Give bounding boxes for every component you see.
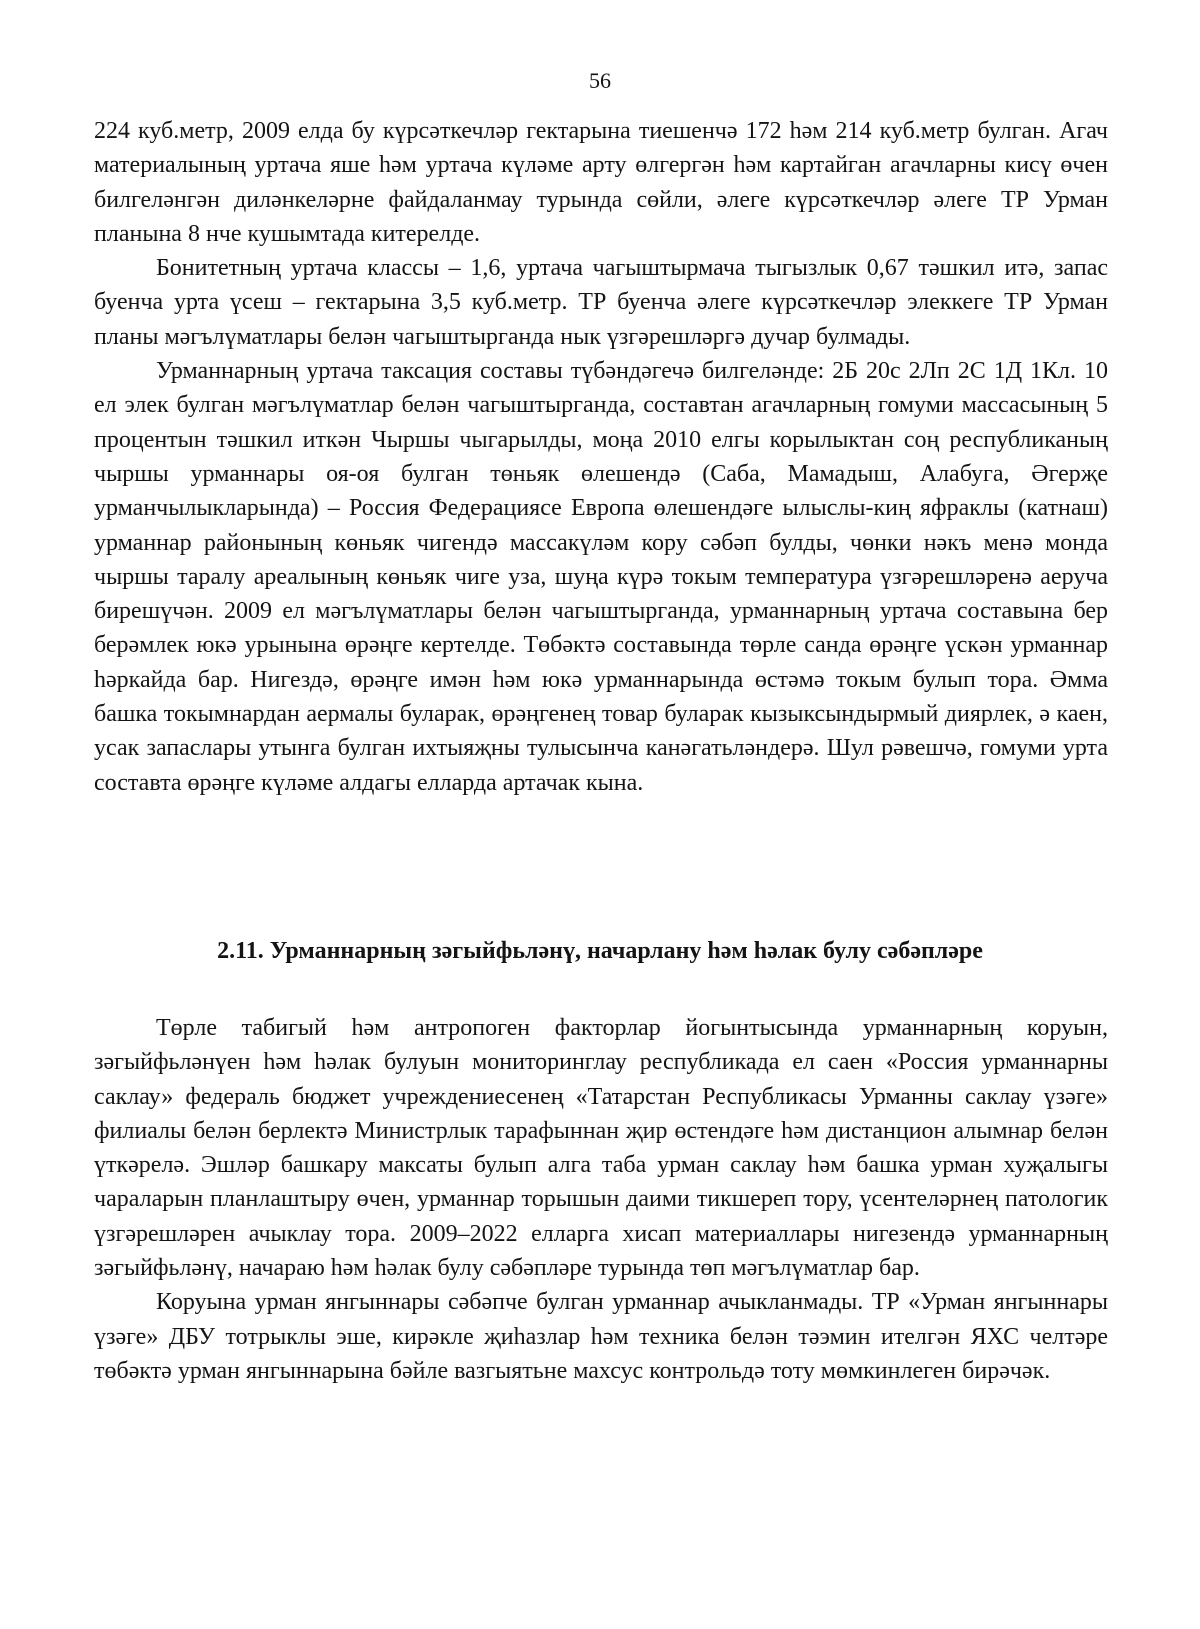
paragraph-forest-fires: Коруына урман янгыннары сәбәпче булган урманнар ачыкланмады. ТР «Урман янгыннары үзәге» ДБУ тотрыклы эше, кирәкле җиһазлар һәм техника белән тәэмин ителгән ЯХС челтәре төбәктә урман янгыннарына бәйле вазгыятьне махсус контрольдә тоту мөмкинлеген бирәчәк. <box>94 1289 1108 1384</box>
paragraph-taxation-composition: Урманнарның уртача таксация составы түбәндәгечә билгеләнде: 2Б 20с 2Лп 2С 1Д 1Кл. 10 ел элек булган мәгълүматлар белән чагыштырганда, составтан агачларның гомуми массасының 5 процентын тәшкил иткән Чыршы чыгарылды, моңа 2010 елгы корылыктан соң республиканың чыршы урманнары оя-оя булган төньяк өлешендә (Саба, Мамадыш, Алабуга, Әгерҗе урманчылыкларында) – Россия Федерациясе Европа өлешендәге ылыслы-киң яфраклы (катнаш) урманнар районының көньяк чигендә массакүләм кору сәбәп булды, чөнки нәкъ менә монда чыршы таралу ареалының көньяк чиге уза, шуңа күрә токым температура үзгәрешләренә аеруча бирешүчән. 2009 ел мәгълүматлары белән чагыштырганда, урманнарның уртача составына бер берәмлек юкә урынына өрәңге кертелде. Төбәктә составында төрле санда өрәңге үскән урманнар һәркайда бар. Нигездә, өрәңге имән һәм юкә урманнарында өстәмә токым булып тора. Әмма башка токымнардан аермалы буларак, өрәңгенең товар буларак кызыксындырмый диярлек, ә каен, усак запаслары утынга булган ихтыяҗны тулысынча канәгатьләндерә. Шул рәвешчә, гомуми урта составта өрәңге күләме алдагы елларда артачак кына. <box>94 358 1108 796</box>
section-heading: 2.11. Урманнарның зәгыйфьләнү, начарлану һәм һәлак булу сәбәпләре <box>217 938 983 964</box>
paragraph-monitoring: Төрле табигый һәм антропоген факторлар йогынтысында урманнарның коруын, зәгыйфьләнүен һәм һәлак булуын мониторинглау республикада ел саен «Россия урманнарны саклау» федераль бюджет учреждениесенең «Татарстан Республикасы Урманны саклау үзәге» филиалы белән берлектә Министрлык тарафыннан җир өстендәге һәм дистанцион алымнар белән үткәрелә. Эшләр башкару максаты булып алга таба урман саклау һәм башка урман хуҗалыгы чараларын планлаштыру өчен, урманнар торышын даими тикшереп тору, үсентеләрнең патологик үзгәрешләрен ачыклау тора. 2009–2022 елларга хисап материаллары нигезендә урманнарның зәгыйфьләнү, начараю һәм һәлак булу сәбәпләре турында төп мәгълүматлар бар. <box>94 1015 1108 1282</box>
body-text-block-2 <box>94 1011 1108 1388</box>
body-text-block-1 <box>94 114 1108 800</box>
paragraph-bonitet: Бонитетның уртача классы – 1,6, уртача чагыштырмача тыгызлык 0,67 тәшкил итә, запас буенча урта үсеш – гектарына 3,5 куб.метр. ТР буенча әлеге күрсәткечләр элеккеге ТР Урман планы мәгълүматлары белән чагыштырганда нык үзгәрешләргә дучар булмады. <box>94 255 1108 350</box>
paragraph-continuation: 224 куб.метр, 2009 елда бу күрсәткечләр гектарына тиешенчә 172 һәм 214 куб.метр булган. Агач материалының уртача яше һәм уртача күләме арту өлгергән һәм картайган агачларны кисү өчен билгеләнгән диләнкеләрне файдаланмау турында сөйли, әлеге күрсәткечләр әлеге ТР Урман планына 8 нче кушымтада китерелде. <box>94 118 1108 247</box>
page-number: 56 <box>589 68 611 93</box>
